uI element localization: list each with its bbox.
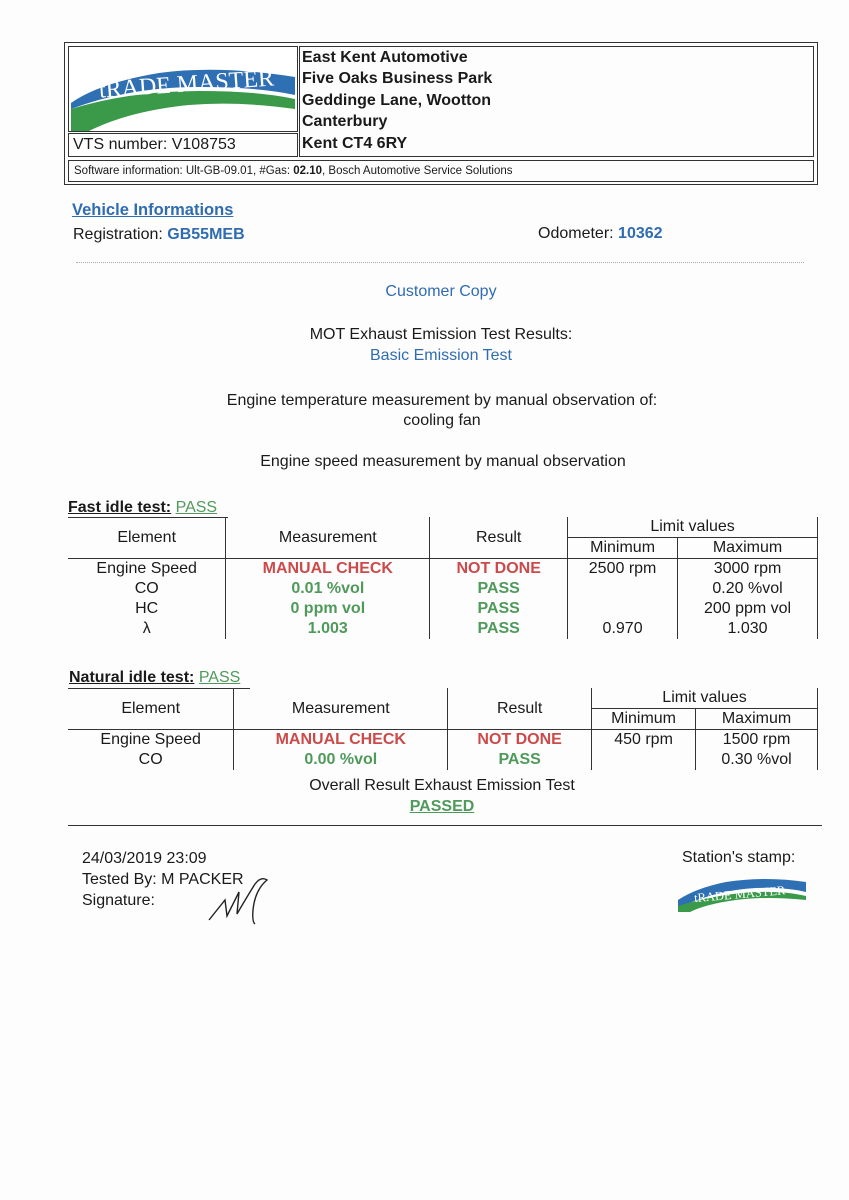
vts-value: V108753 bbox=[171, 136, 236, 153]
cell-min bbox=[592, 750, 696, 770]
cell-result: PASS bbox=[430, 599, 568, 619]
tested-by-name: M PACKER bbox=[161, 871, 244, 888]
registration-label: Registration: bbox=[73, 226, 163, 243]
registration-value: GB55MEB bbox=[167, 226, 245, 243]
cell-element: Engine Speed bbox=[68, 730, 234, 751]
cell-element: HC bbox=[68, 599, 226, 619]
col-header-element: Element bbox=[68, 688, 234, 730]
cell-measurement: 0.00 %vol bbox=[234, 750, 448, 770]
natural-idle-table bbox=[68, 688, 818, 770]
col-header-result: Result bbox=[430, 517, 568, 559]
cell-min bbox=[568, 579, 678, 599]
fast-idle-status: PASS bbox=[175, 499, 218, 516]
cell-measurement: 1.003 bbox=[226, 619, 430, 639]
col-header-minimum: Minimum bbox=[592, 709, 696, 730]
address-line: Five Oaks Business Park bbox=[302, 70, 493, 88]
address-line: East Kent Automotive bbox=[302, 49, 468, 66]
fast-idle-title: Fast idle test: bbox=[68, 499, 172, 516]
software-information bbox=[68, 160, 814, 182]
copy-label: Customer Copy bbox=[385, 283, 497, 300]
col-header-limit-values: Limit values bbox=[568, 517, 818, 538]
overall-result-value: PASSED bbox=[409, 798, 475, 815]
station-stamp bbox=[676, 876, 808, 912]
col-header-minimum: Minimum bbox=[568, 538, 678, 559]
col-header-maximum: Maximum bbox=[696, 709, 818, 730]
odometer-value: 10362 bbox=[618, 225, 663, 242]
odometer bbox=[538, 225, 663, 243]
separator bbox=[76, 262, 804, 263]
test-type: Basic Emission Test bbox=[370, 347, 512, 364]
fast-idle-table bbox=[68, 517, 818, 639]
address-line: Canterbury bbox=[302, 113, 388, 131]
col-header-maximum: Maximum bbox=[678, 538, 818, 559]
test-title: MOT Exhaust Emission Test Results: bbox=[309, 326, 573, 343]
software-suffix: , Bosch Automotive Service Solutions bbox=[322, 165, 513, 177]
natural-idle-heading bbox=[69, 669, 240, 687]
cell-result: PASS bbox=[448, 750, 592, 770]
col-header-result: Result bbox=[448, 688, 592, 730]
cell-result: PASS bbox=[430, 579, 568, 599]
engine-speed-line: Engine speed measurement by manual observation bbox=[260, 453, 626, 470]
signature-label: Signature: bbox=[82, 892, 155, 909]
logo-wordmark: tRADE MASTER bbox=[98, 65, 275, 104]
cell-result: PASS bbox=[430, 619, 568, 639]
test-datetime: 24/03/2019 23:09 bbox=[82, 850, 207, 867]
col-header-limit-values: Limit values bbox=[592, 688, 818, 709]
station-address bbox=[299, 46, 814, 157]
natural-idle-title: Natural idle test: bbox=[69, 669, 195, 686]
cell-min: 2500 rpm bbox=[568, 559, 678, 580]
vts-label: VTS number: bbox=[73, 136, 168, 153]
vehicle-info-title: Vehicle Informations bbox=[72, 201, 234, 219]
table-row bbox=[68, 559, 818, 580]
cell-max: 1500 rpm bbox=[696, 730, 818, 751]
software-gas-version: 02.10 bbox=[293, 165, 323, 177]
cell-min: 0.970 bbox=[568, 619, 678, 639]
software-prefix: Software information: Ult-GB-09.01, #Gas: bbox=[74, 165, 294, 177]
fast-idle-heading bbox=[68, 499, 217, 517]
station-stamp-label: Station's stamp: bbox=[682, 849, 796, 866]
table-row bbox=[68, 750, 818, 770]
tested-by-label: Tested By: bbox=[82, 871, 157, 888]
natural-idle-status: PASS bbox=[198, 669, 241, 686]
vts-number bbox=[68, 133, 298, 157]
header-box bbox=[64, 42, 818, 185]
table-row bbox=[68, 619, 818, 639]
col-header-measurement: Measurement bbox=[234, 688, 448, 730]
cell-min: 450 rpm bbox=[592, 730, 696, 751]
address-line: Geddinge Lane, Wootton bbox=[302, 91, 492, 109]
cell-measurement: 0.01 %vol bbox=[226, 579, 430, 599]
cell-min bbox=[568, 599, 678, 619]
cell-element: CO bbox=[68, 750, 234, 770]
registration bbox=[73, 226, 245, 244]
col-header-element: Element bbox=[68, 517, 226, 559]
table-row bbox=[68, 599, 818, 619]
cell-measurement: 0 ppm vol bbox=[226, 599, 430, 619]
cell-result: NOT DONE bbox=[448, 730, 592, 751]
table-row bbox=[68, 579, 818, 599]
odometer-label: Odometer: bbox=[538, 225, 614, 242]
stamp-wordmark: tRADE MASTER bbox=[693, 883, 786, 906]
footer-rule bbox=[68, 825, 822, 826]
cell-measurement: MANUAL CHECK bbox=[226, 559, 430, 580]
signature-scribble bbox=[205, 870, 275, 926]
cell-result: NOT DONE bbox=[430, 559, 568, 580]
overall-result-label: Overall Result Exhaust Emission Test bbox=[309, 777, 575, 794]
cell-max: 0.20 %vol bbox=[678, 579, 818, 599]
cell-max: 3000 rpm bbox=[678, 559, 818, 580]
engine-temp-line: Engine temperature measurement by manual observation of: bbox=[226, 392, 658, 409]
engine-temp-method: cooling fan bbox=[403, 412, 481, 429]
cell-max: 1.030 bbox=[678, 619, 818, 639]
cell-element: Engine Speed bbox=[68, 559, 226, 580]
cell-max: 200 ppm vol bbox=[678, 599, 818, 619]
cell-max: 0.30 %vol bbox=[696, 750, 818, 770]
col-header-measurement: Measurement bbox=[226, 517, 430, 559]
address-line: Kent CT4 6RY bbox=[302, 134, 408, 152]
trade-master-logo bbox=[68, 46, 298, 132]
cell-measurement: MANUAL CHECK bbox=[234, 730, 448, 751]
table-row bbox=[68, 730, 818, 751]
trade-master-logo-graphic bbox=[69, 47, 297, 131]
cell-element: λ bbox=[68, 619, 226, 639]
cell-element: CO bbox=[68, 579, 226, 599]
